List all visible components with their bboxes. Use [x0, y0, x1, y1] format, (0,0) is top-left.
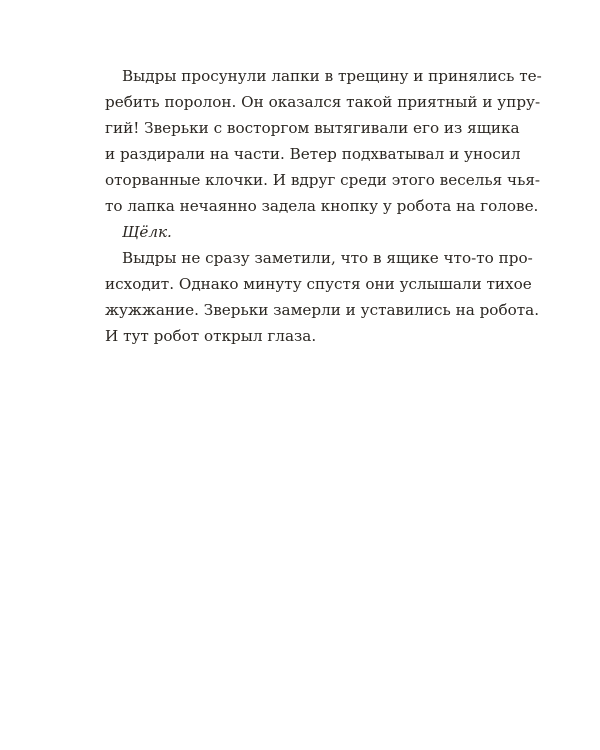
text-line: оторванные клочки. И вдруг среди этого веселья чья-: [105, 171, 541, 189]
page-body: [105, 63, 542, 349]
text-line: Щёлк.: [122, 223, 172, 241]
paragraph-3: [105, 245, 540, 349]
text-line: жужжание. Зверьки замерли и уставились на робота.: [105, 301, 540, 319]
text-line: И тут робот открыл глаза.: [105, 327, 317, 345]
text-line: то лапка нечаянно задела кнопку у робота на голове.: [105, 197, 539, 215]
text-line: Выдры не сразу заметили, что в ящике что-то про-: [122, 249, 533, 267]
text-line: и раздирали на части. Ветер подхватывал и уносил: [105, 145, 521, 163]
text-line: Выдры просунули лапки в трещину и принялись те-: [122, 67, 542, 85]
text-line: исходит. Однако минуту спустя они услышали тихое: [105, 275, 532, 293]
paragraph-1: [105, 63, 542, 219]
text-line: ребить поролон. Он оказался такой приятный и упру-: [105, 93, 541, 111]
text-line: гий! Зверьки с восторгом вытягивали его из ящика: [105, 119, 520, 137]
paragraph-2-italic: [105, 219, 501, 245]
